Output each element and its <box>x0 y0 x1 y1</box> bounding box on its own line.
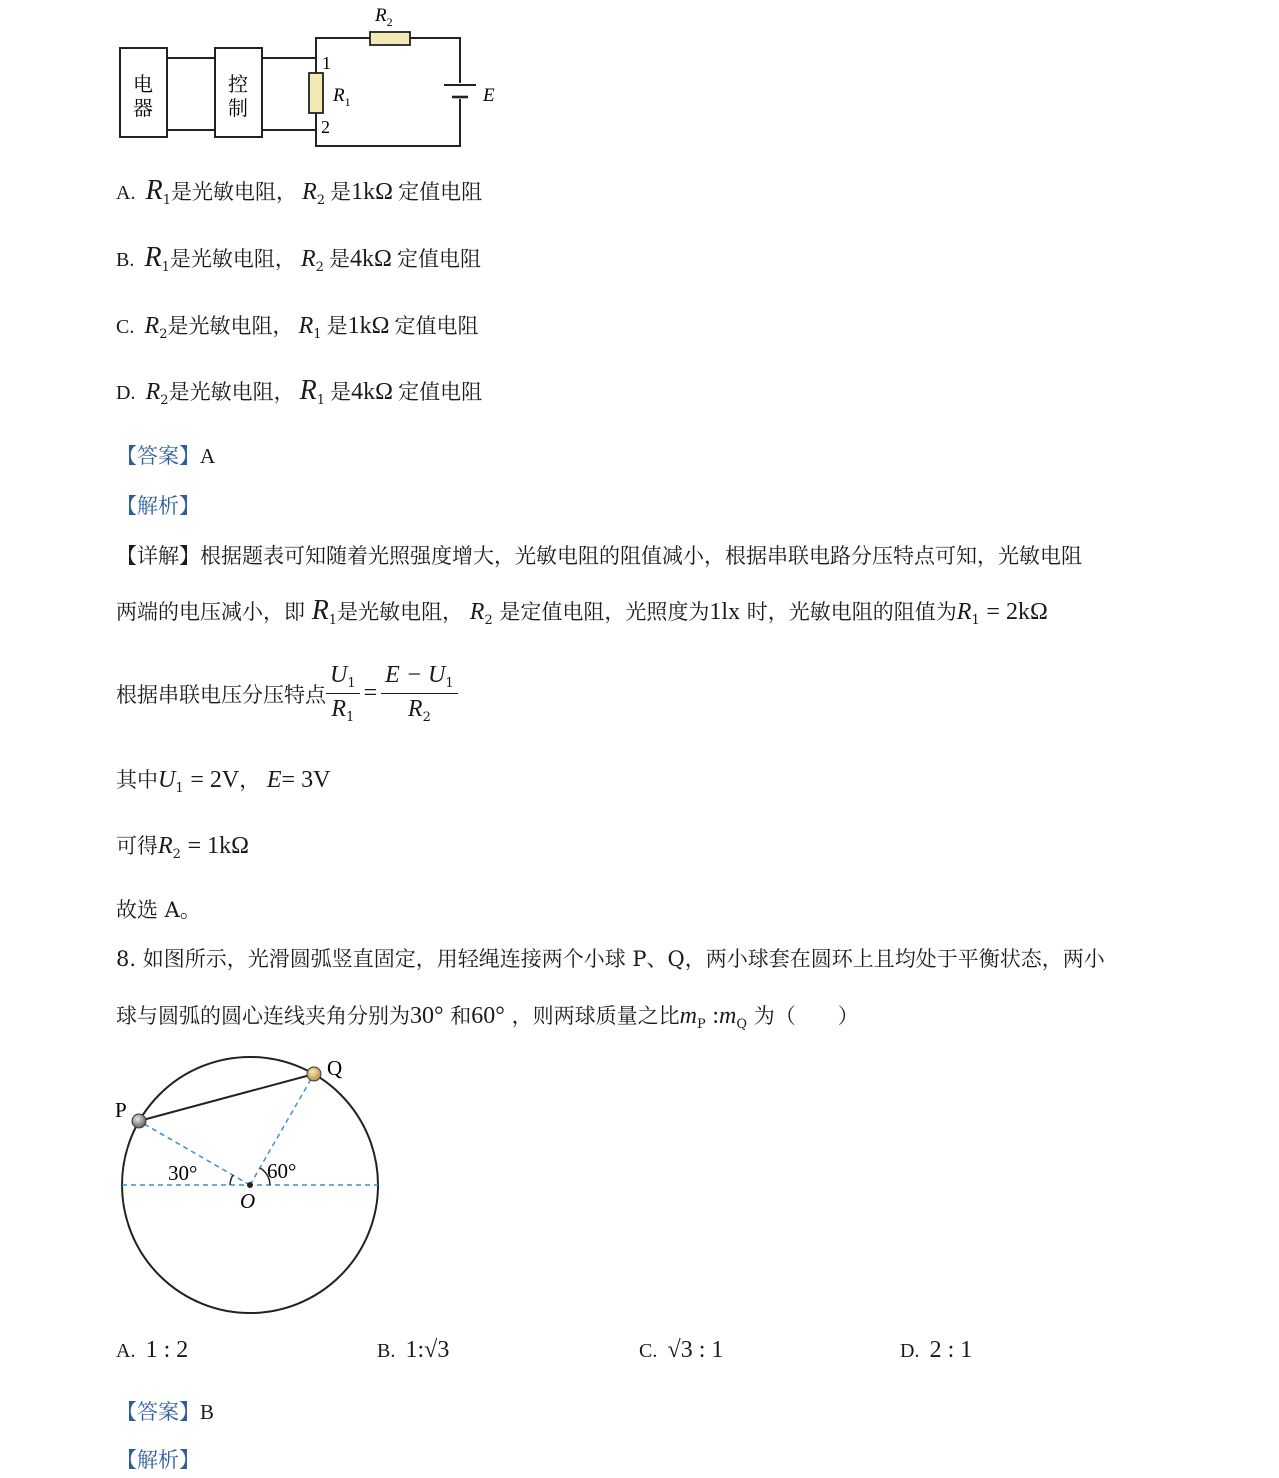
emf-label: E <box>483 85 495 106</box>
ball-p <box>132 1114 146 1128</box>
control-char-1: 控 <box>228 74 248 96</box>
label-p: P <box>115 1098 127 1122</box>
terminal-1-label: 1 <box>322 53 331 73</box>
r1-label: $R_1$ <box>333 85 351 109</box>
q8-option-b: B. 1:√3 <box>377 1337 450 1363</box>
appliance-char-1: 电 <box>133 74 153 96</box>
q8-option-a: A. 1 : 2 <box>116 1337 189 1363</box>
fraction-e-u1-r2: $\frac{E - U_1}{R_2}$ <box>381 662 457 725</box>
circuit-diagram <box>100 0 520 160</box>
circle-figure <box>100 1050 400 1320</box>
q7-detail-line4: 其中$U_1 = 2V$， E= 3V <box>116 767 331 796</box>
label-q: Q <box>327 1056 343 1080</box>
string-pq <box>139 1074 314 1121</box>
resistor-r2 <box>370 32 410 45</box>
q7-answer: 【答案】A <box>116 444 216 468</box>
q7-detail-line2: 两端的电压减小，即 $R_1$是光敏电阻， $R_2$ 是定值电阻，光照度为1lx 时，光敏电阻的阻值为$R_1 = 2k\Omega$ <box>116 595 1048 628</box>
q8-option-c: C. √3 : 1 <box>639 1337 724 1363</box>
r2-label: $R_2$ <box>375 5 393 29</box>
label-angle-60: 60° <box>267 1159 297 1183</box>
q7-option-b: B. $R_1$是光敏电阻， $R_2$ 是4kΩ 定值电阻 <box>116 242 481 275</box>
q8-answer: 【答案】B <box>116 1400 215 1424</box>
q8-line2: 球与圆弧的圆心连线夹角分别为30° 和60° ，则两球质量之比$m_P$ $:m_Q$ 为（ ） <box>116 1003 859 1032</box>
q8-line1: 8. 如图所示，光滑圆弧竖直固定，用轻绳连接两个小球 P、Q，两小球套在圆环上且均处于平衡状态，两小 <box>116 947 1105 971</box>
q7-option-c: C. $R_2$是光敏电阻， $R_1$ 是1kΩ 定值电阻 <box>116 313 479 342</box>
q8-analysis-tag: 【解析】 <box>116 1448 200 1472</box>
q8-option-d: D. 2 : 1 <box>900 1337 973 1363</box>
terminal-2-label: 2 <box>321 117 330 137</box>
q7-detail-line3: 根据串联电压分压特点 $\frac{U_1}{R_1}$ = $\frac{E - U_1}{R_2}$ <box>116 662 458 725</box>
resistor-r1 <box>309 73 323 113</box>
q7-option-a: A. $R_1$是光敏电阻， $R_2$ 是1kΩ 定值电阻 <box>116 175 483 208</box>
q7-detail-line1: 【详解】根据题表可知随着光照强度增大，光敏电阻的阻值减小，根据串联电路分压特点可知，光敏电阻 <box>116 544 1082 568</box>
fraction-u1-r1: $\frac{U_1}{R_1}$ <box>326 662 360 725</box>
label-o: O <box>240 1189 256 1213</box>
ball-q <box>307 1067 321 1081</box>
q7-analysis-tag: 【解析】 <box>116 494 200 518</box>
q7-detail-line6: 故选 A。 <box>116 898 201 922</box>
center-dot <box>247 1182 253 1188</box>
control-char-2: 制 <box>228 98 248 120</box>
label-angle-30: 30° <box>168 1161 198 1185</box>
appliance-char-2: 器 <box>133 98 153 120</box>
q7-detail-line5: 可得$R_2 = 1k\Omega$ <box>116 833 250 862</box>
q7-option-d: D. $R_2$是光敏电阻， $R_1$ 是4kΩ 定值电阻 <box>116 375 483 408</box>
angle-arc-left <box>230 1175 233 1185</box>
